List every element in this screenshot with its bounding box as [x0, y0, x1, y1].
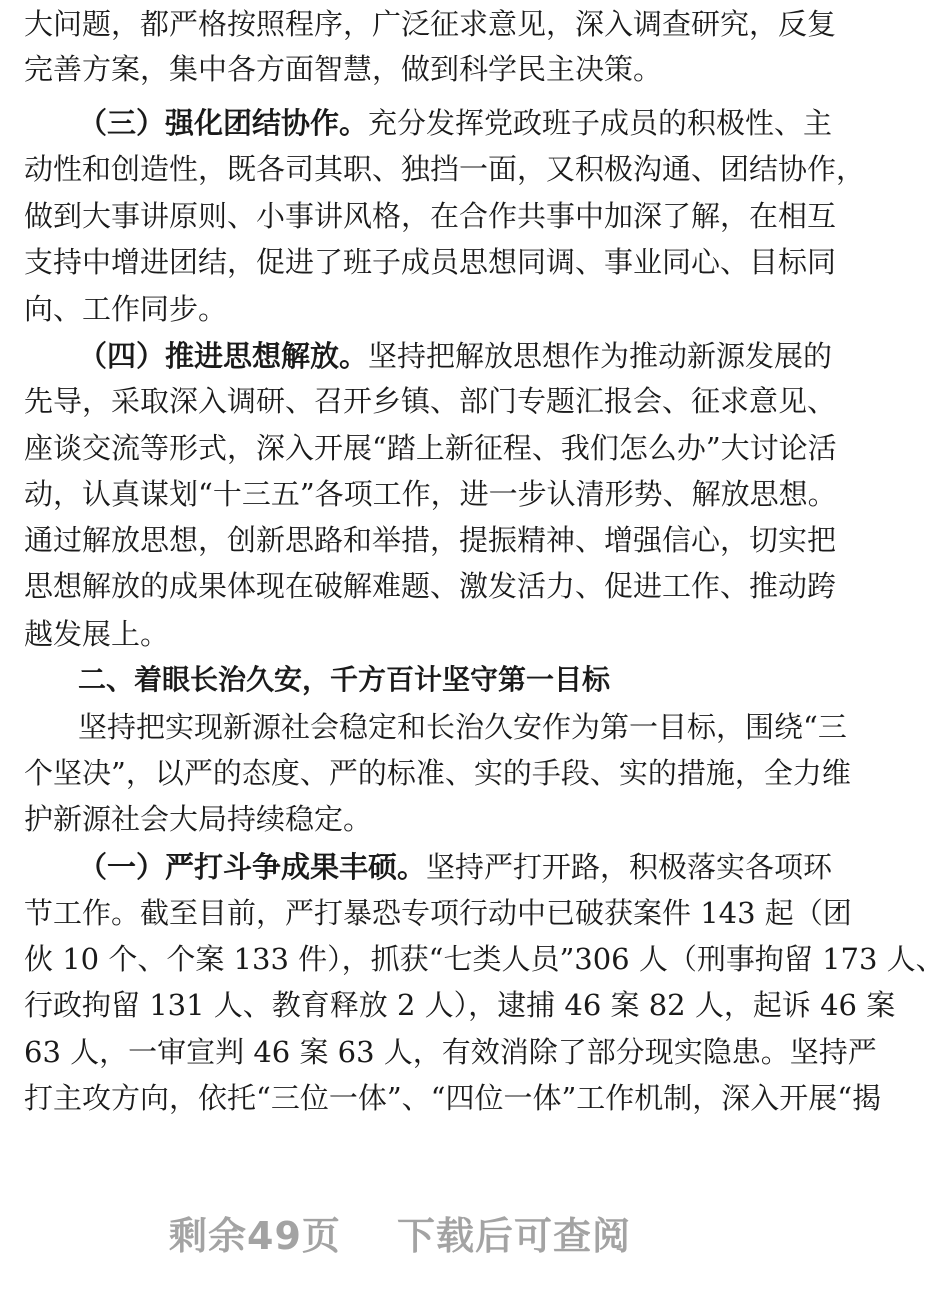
- text-line: 支持中增进团结，促进了班子成员思想同调、事业同心、目标同: [24, 245, 837, 279]
- text-line: 护新源社会大局持续稳定。: [24, 802, 373, 836]
- text-line: 打主攻方向，依托“三位一体”、“四位一体”工作机制，深入开展“揭: [24, 1081, 882, 1115]
- text-line: [78, 334, 833, 378]
- text-line: 向、工作同步。: [24, 292, 228, 326]
- text-line: 做到大事讲原则、小事讲风格，在合作共事中加深了解，在相互: [24, 199, 837, 233]
- remaining-pages-label: 剩余49页: [169, 1214, 341, 1258]
- text-line: 大问题，都严格按照程序，广泛征求意见，深入调查研究，反复: [24, 7, 837, 41]
- section-lead-heading: （四）推进思想解放。: [78, 339, 369, 373]
- text-line: 动性和创造性，既各司其职、独挡一面，又积极沟通、团结协作，: [24, 152, 866, 186]
- section-heading: 二、着眼长治久安，千方百计坚守第一目标: [78, 663, 611, 696]
- text-line: 越发展上。: [24, 617, 170, 651]
- text-line: 63 人，一审宣判 46 案 63 人，有效消除了部分现实隐患。坚持严: [24, 1035, 877, 1069]
- text-line: 节工作。截至目前，严打暴恐专项行动中已破获案件 143 起（团: [24, 896, 852, 930]
- download-prompt[interactable]: [0, 1208, 800, 1264]
- text-line: 个坚决”，以严的态度、严的标准、实的手段、实的措施，全力维: [24, 756, 851, 790]
- text-line: 动，认真谋划“十三五”各项工作，进一步认清形势、解放思想。: [24, 477, 837, 511]
- text-run: 充分发挥党政班子成员的积极性、主: [368, 106, 833, 140]
- text-line: [78, 101, 833, 145]
- text-line: 坚持把实现新源社会稳定和长治久安作为第一目标，围绕“三: [78, 710, 847, 744]
- text-line: 座谈交流等形式，深入开展“踏上新征程、我们怎么办”大讨论活: [24, 431, 837, 465]
- text-line: 思想解放的成果体现在破解难题、激发活力、促进工作、推动跨: [24, 569, 837, 603]
- text-line: 完善方案，集中各方面智慧，做到科学民主决策。: [24, 52, 663, 86]
- text-line: 通过解放思想，创新思路和举措，提振精神、增强信心，切实把: [24, 523, 837, 557]
- download-to-read-link[interactable]: 下载后可查阅: [396, 1214, 631, 1258]
- section-lead-heading: （一）严打斗争成果丰硕。: [78, 850, 427, 884]
- section-lead-heading: （三）强化团结协作。: [78, 106, 369, 140]
- text-run: 坚持把解放思想作为推动新源发展的: [368, 339, 833, 373]
- text-line: 先导，采取深入调研、召开乡镇、部门专题汇报会、征求意见、: [24, 384, 837, 418]
- text-line: 伙 10 个、个案 133 件），抓获“七类人员”306 人（刑事拘留 173 人、: [24, 942, 945, 976]
- text-line: 行政拘留 131 人、教育释放 2 人），逮捕 46 案 82 人，起诉 46 案: [24, 988, 896, 1022]
- text-run: 坚持严打开路，积极落实各项环: [426, 850, 833, 884]
- text-line: [78, 845, 833, 889]
